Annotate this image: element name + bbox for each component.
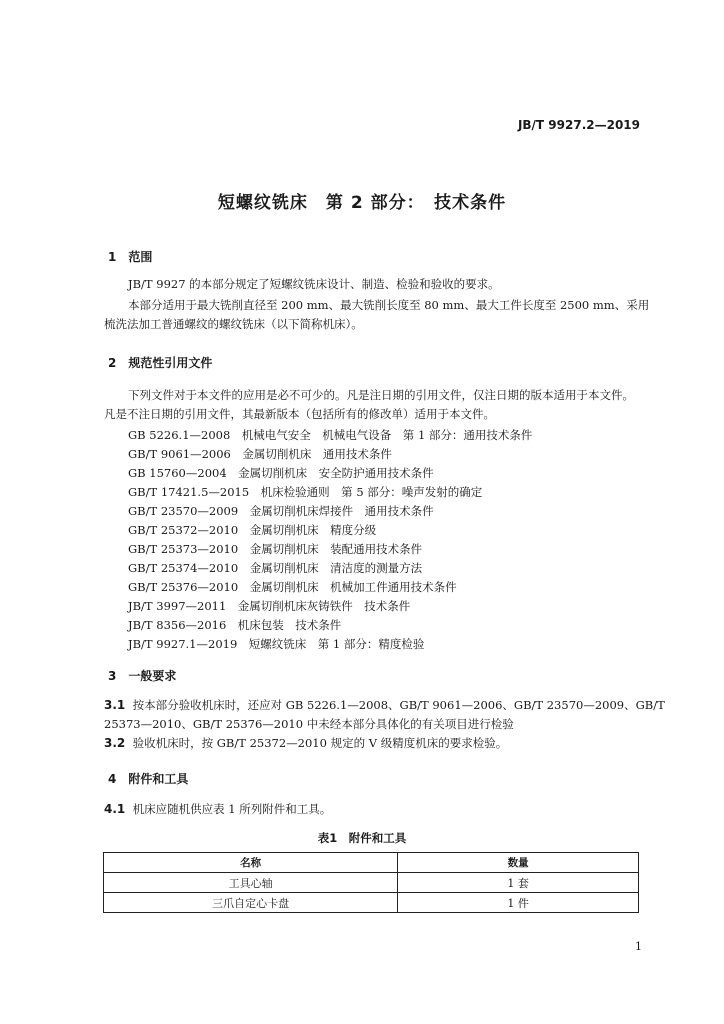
section-1-paragraph-2-line-1: 本部分适用于最大铣削直径至 200 mm、最大铣削长度至 80 mm、最大工件长度至 2500 mm、采用 [128, 298, 650, 312]
reference-item: JB/T 9927.1—2019 短螺纹铣床 第 1 部分：精度检验 [128, 637, 425, 651]
clause-number: 3.2 [104, 736, 126, 750]
reference-item: GB/T 25372—2010 金属切削机床 精度分级 [128, 523, 377, 537]
column-header-name: 名称 [104, 853, 398, 873]
table-cell: 三爪自定心卡盘 [104, 893, 398, 913]
table-cell: 1 套 [398, 873, 639, 893]
clause-3-1-line-2: 25373—2010、GB/T 25376—2010 中未经本部分具体化的有关项目进行检验 [104, 717, 514, 731]
reference-item: JB/T 3997—2011 金属切削机床灰铸铁件 技术条件 [128, 599, 411, 613]
clause-number: 4.1 [104, 802, 126, 816]
accessories-table [103, 852, 639, 913]
clause-4-1 [104, 800, 331, 818]
table-header-row [104, 853, 639, 873]
clause-3-1 [104, 696, 665, 714]
section-4-heading: 4 附件和工具 [108, 772, 189, 786]
clause-number: 3.1 [104, 698, 126, 712]
table-cell: 1 件 [398, 893, 639, 913]
clause-3-2 [104, 734, 507, 752]
clause-text: 机床应随机供应表 1 所列附件和工具。 [132, 802, 332, 816]
table-row [104, 873, 639, 893]
section-3-heading: 3 一般要求 [108, 669, 177, 683]
reference-item: GB/T 23570—2009 金属切削机床焊接件 通用技术条件 [128, 504, 434, 518]
section-2-paragraph-line-2: 凡是不注日期的引用文件，其最新版本（包括所有的修改单）适用于本文件。 [104, 407, 495, 421]
page-number: 1 [635, 940, 642, 953]
reference-item: GB/T 17421.5—2015 机床检验通则 第 5 部分：噪声发射的确定 [128, 485, 483, 499]
reference-item: GB/T 9061—2006 金属切削机床 通用技术条件 [128, 447, 392, 461]
reference-item: GB 5226.1—2008 机械电气安全 机械电气设备 第 1 部分：通用技术条件 [128, 428, 533, 442]
reference-item: GB/T 25376—2010 金属切削机床 机械加工件通用技术条件 [128, 580, 457, 594]
column-header-quantity: 数量 [398, 853, 639, 873]
reference-item: GB/T 25373—2010 金属切削机床 装配通用技术条件 [128, 542, 423, 556]
section-1-paragraph-1: JB/T 9927 的本部分规定了短螺纹铣床设计、制造、检验和验收的要求。 [128, 277, 500, 291]
clause-text: 按本部分验收机床时，还应对 GB 5226.1—2008、GB/T 9061—2006、GB/T 23570—2009、GB/T [132, 698, 665, 712]
table-row [104, 893, 639, 913]
section-1-paragraph-2-line-2: 梳洗法加工普通螺纹的螺纹铣床（以下简称机床）。 [104, 317, 363, 331]
section-2-paragraph-line-1: 下列文件对于本文件的应用是必不可少的。凡是注日期的引用文件，仅注日期的版本适用于本文件。 [128, 388, 634, 402]
section-2-heading: 2 规范性引用文件 [108, 356, 213, 370]
reference-item: JB/T 8356—2016 机床包装 技术条件 [128, 618, 342, 632]
clause-text: 验收机床时，按 GB/T 25372—2010 规定的 V 级精度机床的要求检验。 [132, 736, 508, 750]
reference-item: GB/T 25374—2010 金属切削机床 清洁度的测量方法 [128, 561, 423, 575]
section-1-heading: 1 范围 [108, 250, 153, 264]
document-title: 短螺纹铣床 第 2 部分： 技术条件 [217, 193, 507, 213]
reference-item: GB 15760—2004 金属切削机床 安全防护通用技术条件 [128, 466, 434, 480]
table-caption: 表1 附件和工具 [317, 831, 407, 845]
standard-number: JB/T 9927.2—2019 [517, 118, 640, 132]
table-cell: 工具心轴 [104, 873, 398, 893]
